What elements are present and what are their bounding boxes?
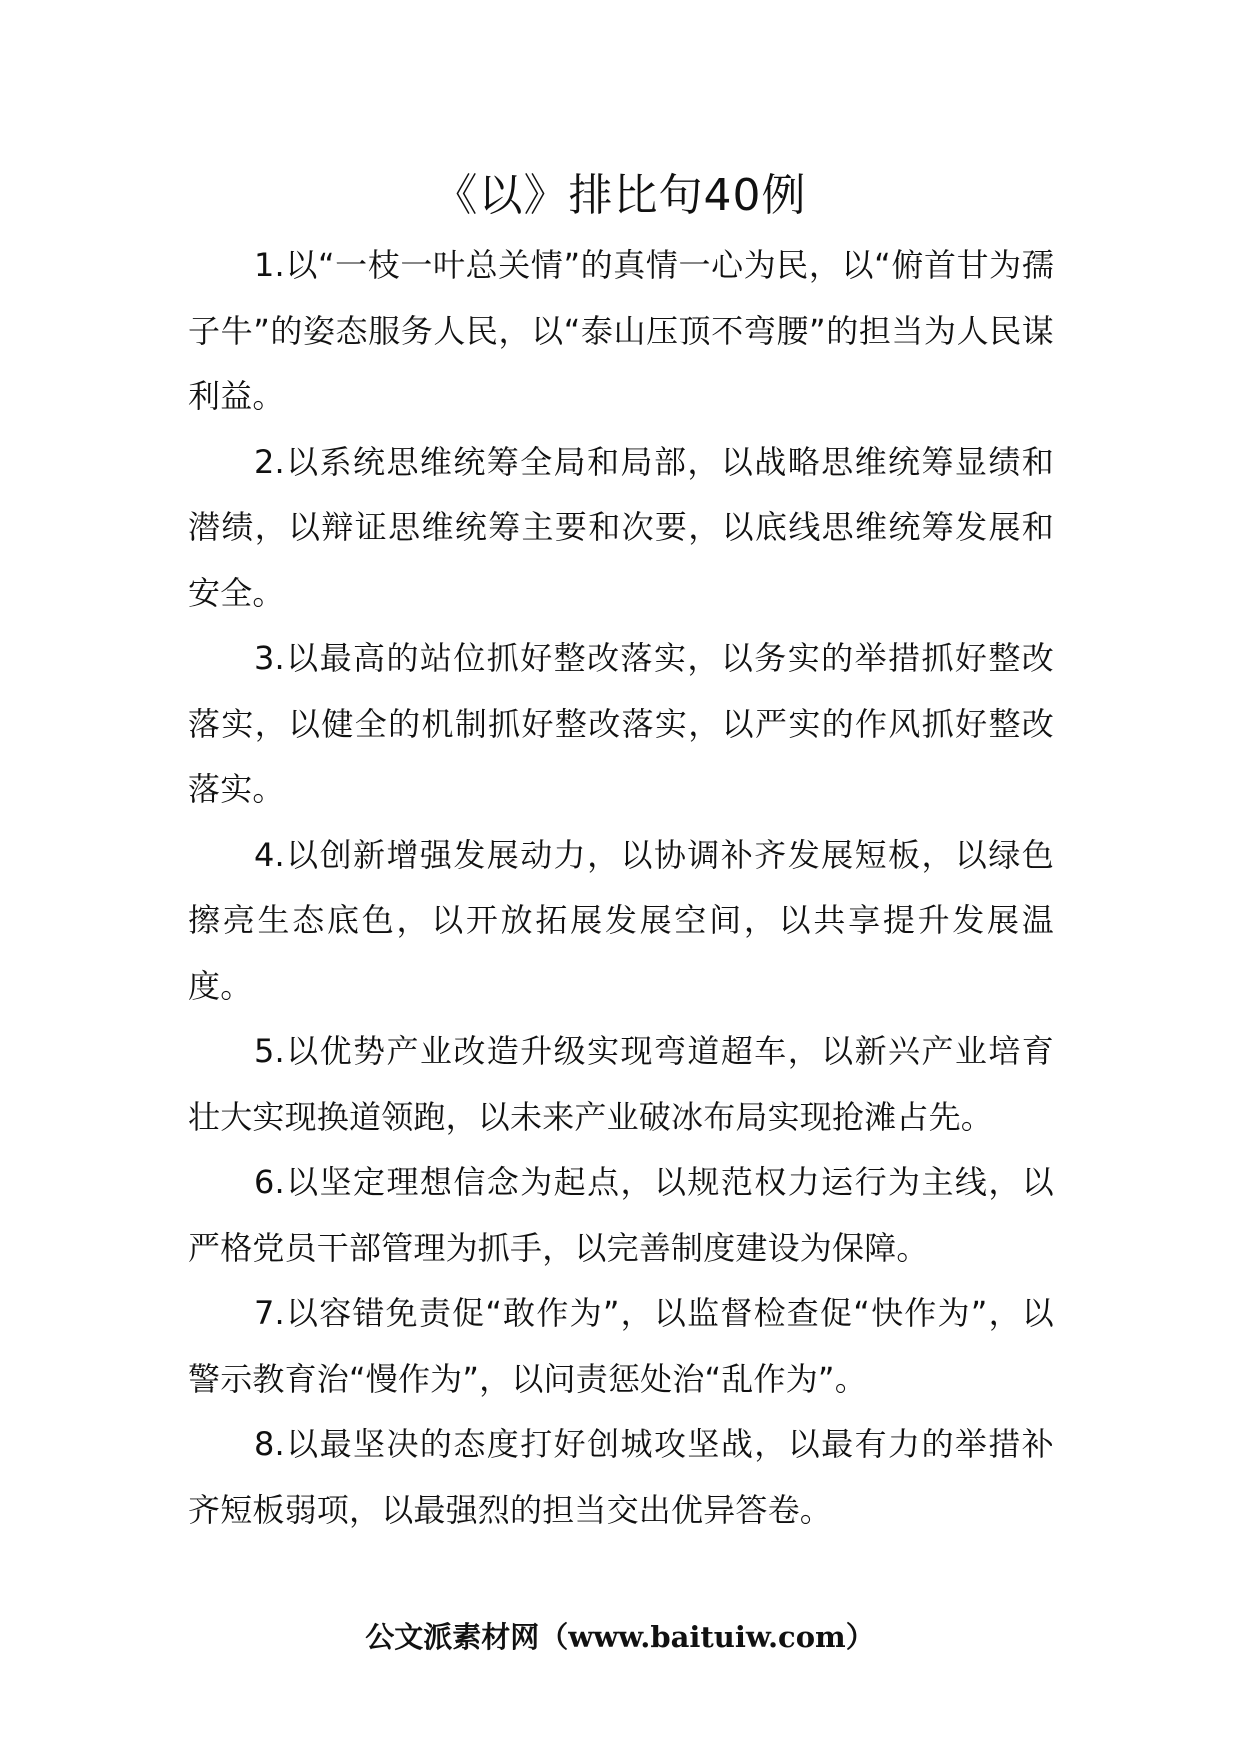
document-title: 《以》排比句40例 <box>433 170 807 221</box>
paragraph-2: 2.以系统思维统筹全局和局部，以战略思维统筹显绩和潜绩，以辩证思维统筹主要和次要，以底线思维统筹发展和安全。 <box>188 442 1054 612</box>
paragraph-4: 4.以创新增强发展动力，以协调补齐发展短板，以绿色擦亮生态底色，以开放拓展发展空间，以共享提升发展温度。 <box>188 835 1054 1005</box>
paragraph-7: 7.以容错免责促“敢作为”，以监督检查促“快作为”，以警示教育治“慢作为”，以问责惩处治“乱作为”。 <box>188 1294 1054 1398</box>
paragraph-1: 1.以“一枝一叶总关情”的真情一心为民，以“俯首甘为孺子牛”的姿态服务人民，以“泰山压顶不弯腰”的担当为人民谋利益。 <box>188 246 1054 415</box>
paragraph-5: 5.以优势产业改造升级实现弯道超车，以新兴产业培育壮大实现换道领跑，以未来产业破冰布局实现抢滩占先。 <box>188 1032 1054 1136</box>
footer-source: 公文派素材网（www.baituiw.com） <box>365 1620 875 1654</box>
paragraph-6: 6.以坚定理想信念为起点，以规范权力运行为主线，以严格党员干部管理为抓手，以完善制度建设为保障。 <box>188 1163 1054 1267</box>
document-body <box>188 233 1054 1543</box>
paragraph-8: 8.以最坚决的态度打好创城攻坚战，以最有力的举措补齐短板弱项，以最强烈的担当交出优异答卷。 <box>188 1425 1054 1529</box>
paragraph-3: 3.以最高的站位抓好整改落实，以务实的举措抓好整改落实，以健全的机制抓好整改落实，以严实的作风抓好整改落实。 <box>188 639 1054 808</box>
